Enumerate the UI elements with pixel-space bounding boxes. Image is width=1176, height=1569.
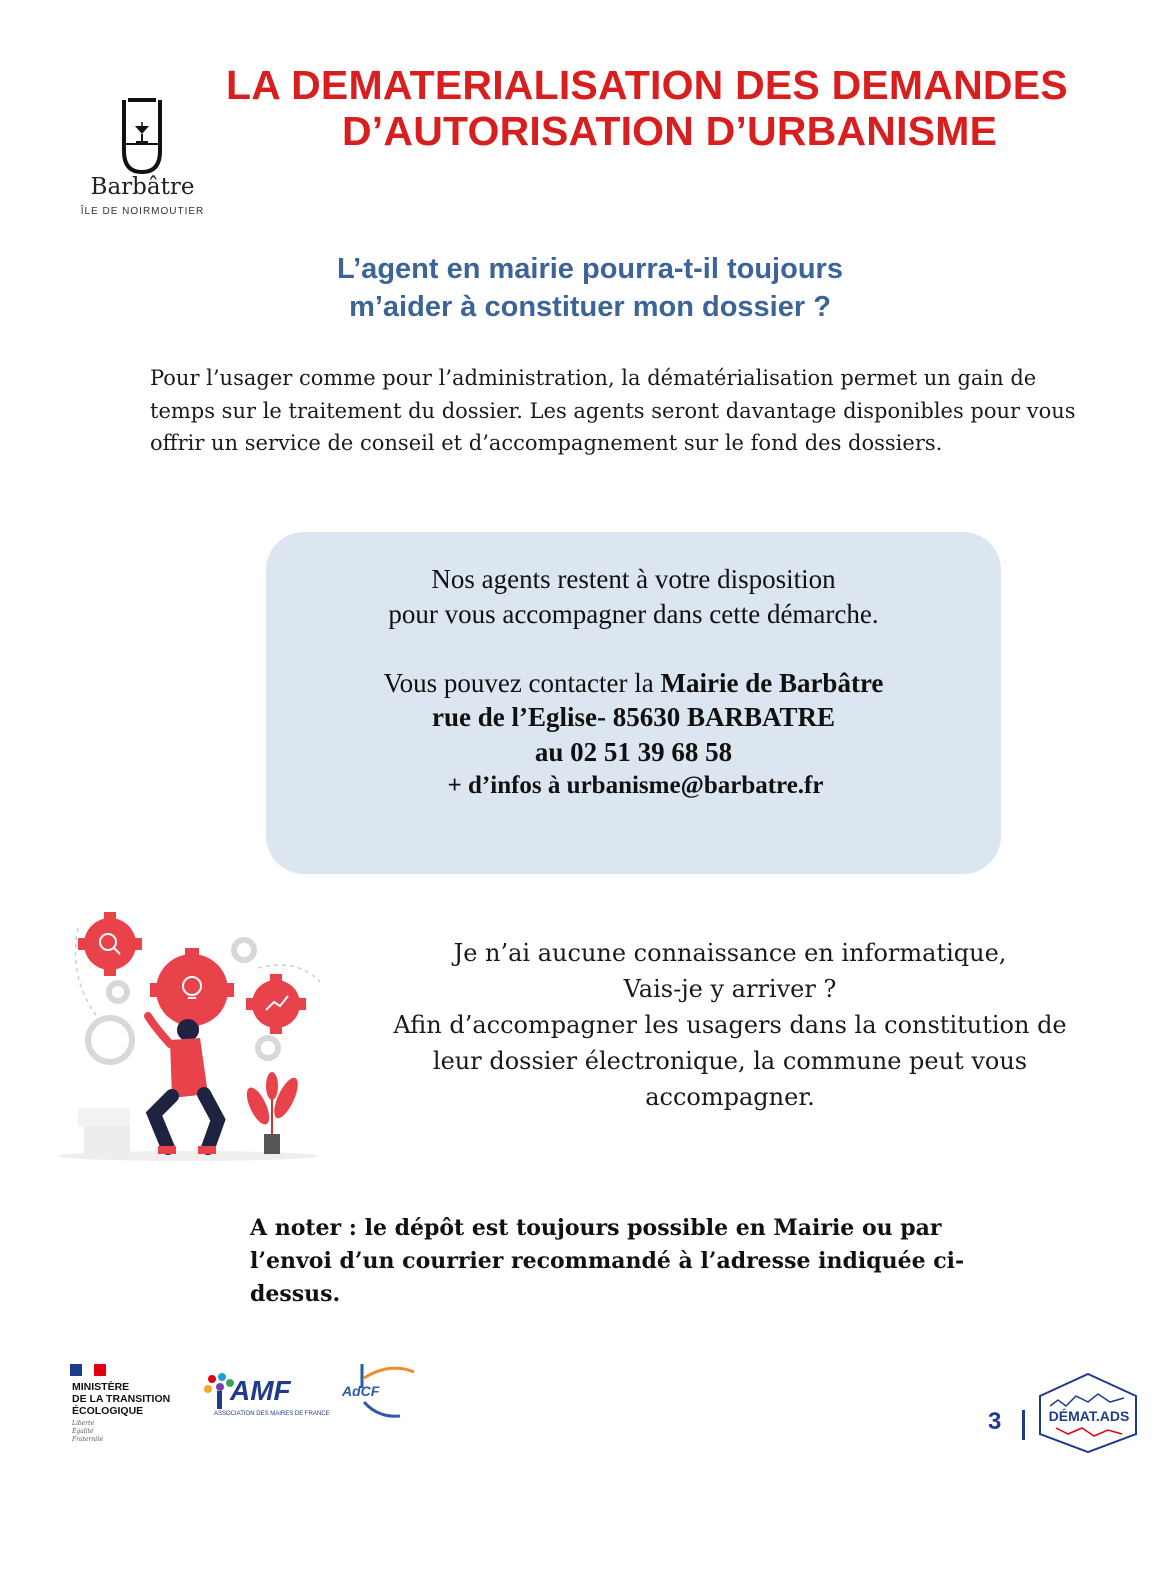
logo-subtitle: ÎLE DE NOIRMOUTIER (80, 206, 205, 217)
intro-paragraph: Pour l’usager comme pour l’administration, la dématérialisation permet un gain de temps sur le traitement du dossier. Les agents seront davantage disponibles pour vous offrir un service de conseil et d’accompagnement sur le fond des dossiers. (150, 366, 1076, 455)
amf-text: AMF (230, 1375, 291, 1406)
question-heading (200, 250, 980, 326)
logo-name: Barbâtre (90, 174, 195, 200)
contact-box-text (266, 562, 1001, 804)
contact-phone[interactable]: au 02 51 39 68 58 (534, 736, 733, 767)
contact-spacer (266, 631, 1001, 666)
gears-illustration (58, 898, 328, 1163)
ministere-motto (72, 1420, 103, 1444)
faq-text (360, 935, 1100, 1115)
page-title (200, 62, 1160, 154)
motto-2: Égalité (72, 1428, 94, 1435)
adcf-text: AdCF (342, 1383, 380, 1399)
amf-tagline: ASSOCIATION DES MAIRES DE FRANCE (214, 1411, 330, 1417)
adcf-logo (340, 1358, 425, 1423)
faq-line-5: accompagner. (645, 1083, 815, 1111)
contact-mairie-name: Mairie de Barbâtre (660, 667, 884, 698)
barbatre-emblem-icon (80, 96, 205, 174)
motto-1: Liberté (72, 1420, 95, 1427)
contact-prefix: Vous pouvez contacter la (383, 667, 661, 698)
motto-3: Fraternité (72, 1436, 104, 1443)
ministere-line-2: DE LA TRANSITION (72, 1393, 171, 1405)
title-line-1: LA DEMATERIALISATION DES DEMANDES (226, 62, 1068, 108)
contact-line-2: pour vous accompagner dans cette démarche. (388, 598, 879, 629)
barbatre-logo (80, 96, 205, 226)
faq-line-4: leur dossier électronique, la commune peut vous (432, 1047, 1028, 1075)
contact-box (266, 532, 1001, 874)
contact-line-3 (266, 666, 1001, 701)
faq-line-3: Afin d’accompagner les usagers dans la constitution de (393, 1011, 1067, 1039)
amf-logo (200, 1365, 330, 1425)
faq-line-1: Je n’ai aucune connaissance en informatique, (453, 939, 1007, 967)
ministere-name (72, 1381, 170, 1417)
demat-ads-logo (1036, 1372, 1140, 1454)
contact-line-1: Nos agents restent à votre disposition (431, 564, 836, 594)
title-line-2: D’AUTORISATION D’URBANISME (342, 108, 998, 154)
demat-ads-text: DÉMAT.ADS (1048, 1408, 1130, 1424)
person-gears-icon (58, 898, 328, 1163)
question-line-1: L’agent en mairie pourra-t-il toujours (337, 253, 843, 285)
ministere-line-3: ÉCOLOGIQUE (72, 1405, 144, 1417)
contact-email[interactable]: + d’infos à urbanisme@barbatre.fr (447, 772, 824, 799)
ministere-logo (70, 1362, 200, 1447)
faq-line-2: Vais-je y arriver ? (623, 975, 837, 1003)
marianne-flag-icon (70, 1362, 106, 1378)
note-paragraph: A noter : le dépôt est toujours possible en Mairie ou par l’envoi d’un courrier recommandé à l’adresse indiquée ci-dessus. (250, 1215, 965, 1307)
page-number-divider (1022, 1410, 1025, 1440)
question-line-2: m’aider à constituer mon dossier ? (349, 291, 831, 323)
ministere-line-1: MINISTÈRE (72, 1381, 130, 1393)
contact-address: rue de l’Eglise- 85630 BARBATRE (432, 702, 835, 732)
page-number: 3 (988, 1408, 1002, 1435)
